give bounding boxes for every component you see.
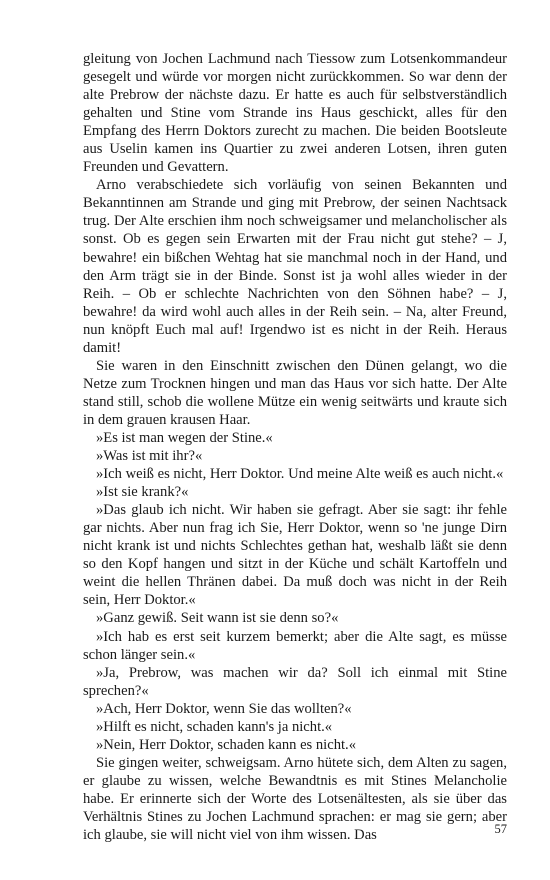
page-number: 57 [494, 822, 507, 836]
dialogue-line-7: »Ich hab es erst seit kurzem bemerkt; aber die Alte sagt, es müsse schon länger sein.« [83, 628, 507, 663]
paragraph-final: Sie gingen weiter, schweigsam. Arno hütete sich, dem Alten zu sagen, er glaube zu wissen, welche Bewandtnis es mit Stines Melancholie habe. Er erinnerte sich der Worte des Lotsenältesten, als sie über das Verhältnis Stines zu Jochen Lachmund sprachen: er mag sie gern; aber ich glaube, sie will nicht viel von ihm wissen. Das [83, 754, 507, 844]
dialogue-line-8: »Ja, Prebrow, was machen wir da? Soll ich einmal mit Stine sprechen?« [83, 664, 507, 699]
dialogue-line-3: »Ich weiß es nicht, Herr Doktor. Und meine Alte weiß es auch nicht.« [96, 466, 504, 483]
dialogue-line-10: »Hilft es nicht, schaden kann's ja nicht.« [96, 718, 333, 735]
book-page-text [83, 50, 507, 844]
paragraph-2: Arno verabschiedete sich vorläufig von seinen Bekannten und Bekanntinnen am Strande und ging mit Prebrow, der seinen Nachtsack trug. Der Alte erschien ihm noch schweigsamer und melancholischer als sonst. Ob es gegen sein Erwarten mit der Frau nicht gut stehe? – J, bewahre! ein bißchen Wehtag hat sie manchmal noch in der Hand, und den Arm trägt sie in der Binde. Sonst ist ja wohl alles wieder in der Reih. – Ob er schlechte Nachrichten von den Söhnen habe? – J, bewahre! da wird wohl auch alles in der Reih sein. – Na, alter Freund, nun knöpft Euch mal auf! Irgendwo ist es nicht in der Reih. Heraus damit! [83, 177, 507, 356]
dialogue-line-4: »Ist sie krank?« [96, 484, 189, 501]
dialogue-line-2: »Was ist mit ihr?« [96, 448, 203, 465]
dialogue-line-9: »Ach, Herr Doktor, wenn Sie das wollten?« [96, 700, 352, 717]
paragraph-3: Sie waren in den Einschnitt zwischen den Dünen gelangt, wo die Netze zum Trocknen hingen und man das Haus vor sich hatte. Der Alte stand still, schob die wollene Mütze ein wenig seitwärts und kraute sich in dem grauen krausen Haar. [83, 357, 507, 428]
dialogue-line-1: »Es ist man wegen der Stine.« [96, 429, 273, 446]
dialogue-line-6: »Ganz gewiß. Seit wann ist sie denn so?« [96, 610, 339, 627]
paragraph-1: gleitung von Jochen Lachmund nach Tiessow zum Lotsenkommandeur gesegelt und würde vor morgen nicht zurückkommen. So war denn der alte Prebrow der nächste dazu. Er hatte es auch für selbstverständlich gehalten und Stine vom Strande ins Haus geschickt, alles für den Empfang des Herrn Doktors zurecht zu machen. Die beiden Bootsleute aus Uselin kamen ins Quartier zu zwei anderen Lotsen, ihren guten Freunden und Gevattern. [83, 51, 507, 176]
dialogue-line-5: »Das glaub ich nicht. Wir haben sie gefragt. Aber sie sagt: ihr fehle gar nichts. Aber nun frag ich Sie, Herr Doktor, wenn so 'ne junge Dirn nicht krank ist und nichts Schlechtes gethan hat, weshalb läßt sie denn so den Kopf hangen und sitzt in der Küche und schält Kartoffeln und weint die hellen Thränen dabei. Da muß doch was nicht in der Reih sein, Herr Doktor.« [83, 502, 507, 609]
dialogue-line-11: »Nein, Herr Doktor, schaden kann es nicht.« [96, 736, 357, 753]
